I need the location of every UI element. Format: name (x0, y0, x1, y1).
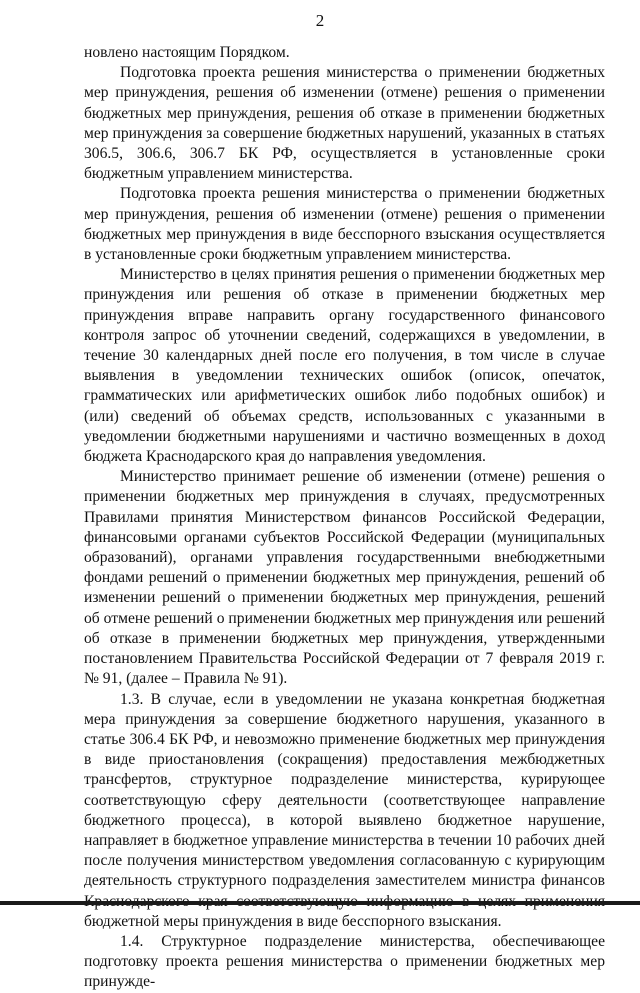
document-body (84, 43, 605, 993)
page-number: 2 (315, 11, 325, 30)
scan-bottom-edge (0, 901, 640, 905)
paragraph-preparation-indisputable: Подготовка проекта решения министерства о применении бюджетных мер принуждения, решения об изменении (отмене) решения о применении бюджетных мер принуждения в виде бесспорного взыскания осуществляется в установленные сроки бюджетным управлением министерства. (84, 185, 605, 264)
paragraph-section-1-4: 1.4. Структурное подразделение министерства, обеспечивающее подготовку проекта решения министерства о применении бюджетных мер принужде- (84, 932, 605, 991)
paragraph-continuation: новлено настоящим Порядком. (84, 44, 290, 61)
paragraph-section-1-3: 1.3. В случае, если в уведомлении не указана конкретная бюджетная мера принуждения за совершение бюджетного нарушения, указанного в статье 306.4 БК РФ, и невозможно применение бюджетных мер принуждения в виде приостановления (сокращения) предоставления межбюджетных трансфертов, структурное подразделение министерства, курирующее соответствующую сферу деятельности (соответствующее направление бюджетного процесса), в которой выявлено бюджетное нарушение, направляет в бюджетное управление министерства в течении 10 рабочих дней после получения министерством уведомления согласованную с курирующим деятельность структурного подразделения заместителем министра финансов бюджетной меры принуждения в виде бесспорного взыскания. (84, 690, 605, 930)
paragraph-preparation-306: Подготовка проекта решения министерства о применении бюджетных мер принуждения, решения об изменении (отмене) решения о применении бюджетных мер принуждения, решения об отказе в применении бюджетных мер принуждения за совершение бюджетных нарушений, указанных в статьях 306.5, 306.6, 306.7 БК РФ, осуществляется в установленные сроки бюджетным управлением министерства. (84, 64, 605, 183)
paragraph-clarification-request: Министерство в целях принятия решения о применении бюджетных мер принуждения или решения об отказе в применении бюджетных мер принуждения вправе направить органу государственного финансового контроля запрос об уточнении сведений, содержащихся в уведомлении, в течение 30 календарных дней после его получения, в том числе в случае выявления в уведомлении технических ошибок (описок, опечаток, грамматических или арифметических ошибок либо подобных ошибок) и (или) сведений об объемах средств, использованных с указанными в уведомлении бюджетными нарушениями и частично возмещенных в доход бюджета Краснодарского края до направления уведомления. (84, 266, 605, 466)
paragraph-rules-91: Министерство принимает решение об изменении (отмене) решения о применении бюджетных мер принуждения в случаях, предусмотренных Правилами принятия Министерством финансов Российской Федерации, финансовыми органами субъектов Российской Федерации (муниципальных образований), органами управления государственными внебюджетными фондами решений о применении бюджетных мер принуждения, решений об изменении решений о применении бюджетных мер принуждения, решений об отмене решений о применении бюджетных мер принуждения или решений об отказе в применении бюджетных мер принуждения, утвержденными постановлением Правительства Российской Федерации от 7 февраля 2019 г. № 91, (далее – Правила № 91). (84, 468, 605, 688)
